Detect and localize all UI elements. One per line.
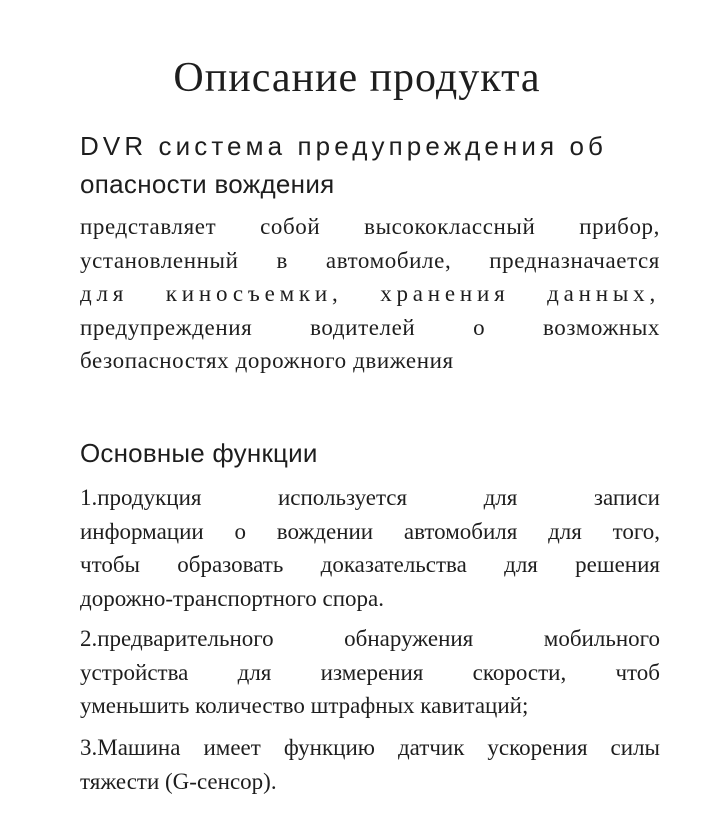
feature-line: устройства для измерения скорости, чтоб	[80, 659, 660, 685]
subtitle-line: опасности вождения	[80, 169, 335, 199]
features-heading: Основные функции	[80, 438, 318, 468]
description-line: безопасностях дорожного движения	[80, 348, 454, 373]
feature-item	[80, 731, 660, 798]
feature-line: 2.предварительного обнаружения мобильного	[80, 626, 660, 651]
feature-line: информации о вождении автомобиля для того,	[80, 518, 660, 544]
feature-line: 3.Машина имеет функцию датчик ускорения силы	[80, 735, 660, 760]
feature-line: дорожно-транспортного спора.	[80, 585, 384, 611]
description-line: установленный в автомобиле, предназначается	[80, 247, 660, 273]
description-line: предупреждения водителей о возможных	[80, 314, 660, 340]
subtitle-line: DVR система предупреждения об	[80, 131, 608, 161]
feature-line: 1.продукция используется для записи	[80, 485, 660, 510]
feature-line: чтобы образовать доказательства для решения	[80, 552, 660, 577]
description-line: представляет собой высококлассный прибор,	[80, 214, 660, 239]
product-description	[80, 210, 660, 378]
feature-item	[80, 481, 660, 615]
page-title: Описание продукта	[173, 55, 541, 101]
description-line: для киносъемки, хранения данных,	[80, 281, 660, 306]
feature-line: уменьшить количество штрафных кавитаций;	[80, 693, 529, 718]
product-subtitle	[80, 127, 660, 203]
feature-line: тяжести (G-сенсор).	[80, 768, 277, 794]
feature-item	[80, 622, 660, 723]
